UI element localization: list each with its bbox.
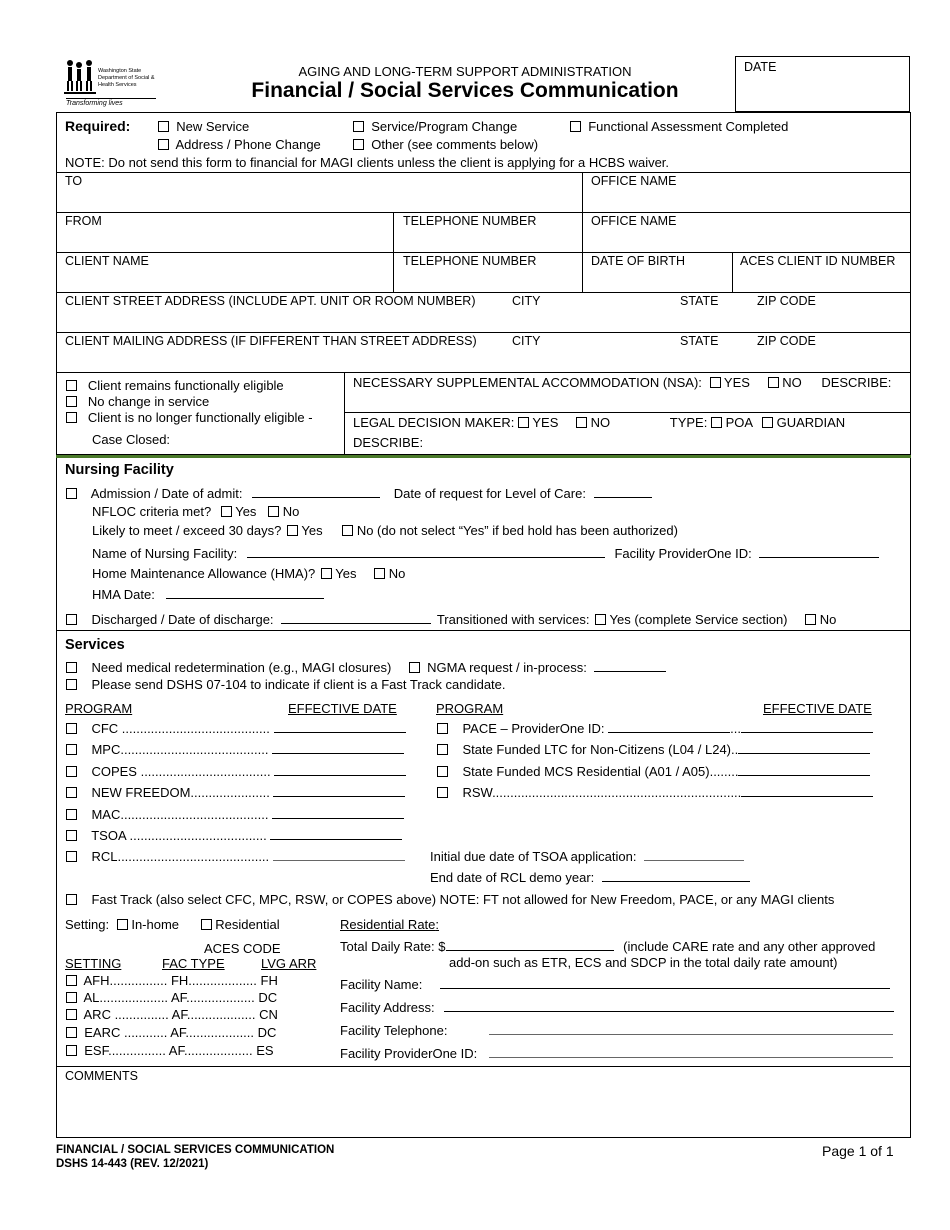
date-field[interactable] bbox=[735, 56, 910, 112]
redetermination-row bbox=[66, 659, 666, 675]
option-label: Client remains functionally eligible bbox=[87, 378, 284, 393]
rcl-end-row bbox=[430, 869, 750, 885]
setting-afh bbox=[66, 973, 278, 988]
admission-checkbox[interactable] bbox=[66, 488, 77, 499]
office-name-field[interactable]: OFFICE NAME bbox=[591, 174, 677, 188]
effective-date-input[interactable] bbox=[270, 827, 402, 840]
facility-telephone-row bbox=[340, 1022, 893, 1038]
option-not-eligible[interactable] bbox=[66, 410, 313, 425]
discharged-checkbox[interactable] bbox=[66, 614, 77, 625]
checkbox[interactable] bbox=[437, 787, 448, 798]
describe-label: DESCRIBE: bbox=[821, 375, 892, 390]
program-label: RSW..................................................................... bbox=[462, 785, 742, 800]
hma-date-row bbox=[92, 586, 324, 602]
checkbox[interactable] bbox=[66, 396, 77, 407]
facility-address-label: Facility Address: bbox=[340, 1000, 435, 1015]
date-label: DATE bbox=[744, 60, 777, 74]
nsa-yes-checkbox[interactable] bbox=[710, 377, 721, 388]
checkbox[interactable] bbox=[66, 380, 77, 391]
likely-yes-checkbox[interactable] bbox=[287, 525, 298, 536]
setting-earc bbox=[66, 1025, 276, 1040]
to-field[interactable]: TO bbox=[65, 174, 83, 188]
checkbox[interactable] bbox=[66, 787, 77, 798]
logo-figures-icon bbox=[64, 58, 96, 96]
checkbox[interactable] bbox=[66, 975, 77, 986]
effective-date-input[interactable] bbox=[741, 784, 873, 797]
program-state-ltc bbox=[437, 741, 870, 757]
nfloc-yes-checkbox[interactable] bbox=[221, 506, 232, 517]
no-label: NO bbox=[782, 375, 802, 390]
poa-checkbox[interactable] bbox=[711, 417, 722, 428]
facility-name-input[interactable] bbox=[247, 545, 605, 558]
yes-label: Yes bbox=[235, 504, 257, 519]
logo-text: Washington State Department of Social & Health Services bbox=[98, 68, 155, 88]
program-header-right: PROGRAM bbox=[436, 701, 504, 716]
lvg-code: FH bbox=[260, 973, 278, 988]
from-telephone-field[interactable]: TELEPHONE NUMBER bbox=[403, 214, 537, 228]
program-label: PACE – ProviderOne ID: bbox=[462, 721, 605, 736]
option-other[interactable] bbox=[353, 137, 538, 152]
checkbox[interactable] bbox=[437, 744, 448, 755]
aces-id-field[interactable]: ACES CLIENT ID NUMBER bbox=[740, 254, 896, 268]
pace-p1-input[interactable] bbox=[608, 720, 730, 733]
checkbox[interactable] bbox=[570, 121, 581, 132]
fast-track-checkbox[interactable] bbox=[66, 894, 77, 905]
setting-al bbox=[66, 990, 277, 1005]
effective-date-header-right: EFFECTIVE DATE bbox=[763, 701, 872, 716]
facility-telephone-label: Facility Telephone: bbox=[340, 1023, 448, 1038]
likely-label: Likely to meet / exceed 30 days? bbox=[92, 523, 282, 538]
send-dshs-row bbox=[66, 677, 506, 692]
type-label: TYPE: bbox=[669, 415, 708, 430]
checkbox[interactable] bbox=[158, 139, 169, 150]
guardian-label: GUARDIAN bbox=[776, 415, 846, 430]
effective-date-input[interactable] bbox=[272, 806, 404, 819]
checkbox[interactable] bbox=[437, 723, 448, 734]
nfloc-row bbox=[92, 504, 299, 519]
likely-no-checkbox[interactable] bbox=[342, 525, 353, 536]
fac-code: AF................... bbox=[168, 1043, 253, 1058]
send-dshs-checkbox[interactable] bbox=[66, 679, 77, 690]
program-rcl bbox=[66, 848, 405, 864]
total-daily-rate-input[interactable] bbox=[446, 938, 614, 951]
program-label: State Funded MCS Residential (A01 / A05)........ bbox=[462, 764, 739, 779]
request-loc-input[interactable] bbox=[594, 485, 652, 498]
checkbox[interactable] bbox=[66, 851, 77, 862]
residential-rate-title: Residential Rate: bbox=[340, 917, 440, 932]
setting-row bbox=[65, 917, 280, 932]
yes-label: YES bbox=[532, 415, 559, 430]
setting-code: ESF................ bbox=[84, 1043, 166, 1058]
redetermination-label: Need medical redetermination (e.g., MAGI closures) bbox=[91, 660, 392, 675]
setting-code: ARC ............... bbox=[83, 1007, 169, 1022]
client-name-field[interactable]: CLIENT NAME bbox=[65, 254, 149, 268]
option-label: No change in service bbox=[87, 394, 210, 409]
program-label: NEW FREEDOM...................... bbox=[91, 785, 270, 800]
footer-form-number: DSHS 14-443 (REV. 12/2021) bbox=[56, 1158, 209, 1170]
ldm-yes-checkbox[interactable] bbox=[518, 417, 529, 428]
program-label: CFC ......................................... bbox=[91, 721, 270, 736]
checkbox[interactable] bbox=[66, 1009, 77, 1020]
effective-date-input[interactable] bbox=[272, 741, 404, 754]
program-pace bbox=[437, 720, 873, 736]
facility-name-label: Name of Nursing Facility: bbox=[92, 546, 238, 561]
page-title: Financial / Social Services Communication bbox=[251, 79, 679, 102]
residential-label: Residential bbox=[215, 917, 280, 932]
discharged-label: Discharged / Date of discharge: bbox=[91, 612, 274, 627]
fast-track-row bbox=[66, 892, 834, 907]
fac-code: FH................... bbox=[170, 973, 257, 988]
mailing-city-field[interactable]: CITY bbox=[512, 334, 541, 348]
discharge-date-input[interactable] bbox=[281, 611, 431, 624]
nsa-row bbox=[353, 375, 891, 390]
case-closed-label: Case Closed: bbox=[92, 432, 171, 447]
nsa-label: NECESSARY SUPPLEMENTAL ACCOMMODATION (NSA): bbox=[353, 375, 702, 390]
in-home-label: In-home bbox=[131, 917, 180, 932]
ldm-describe-label: DESCRIBE: bbox=[353, 435, 424, 450]
from-field[interactable]: FROM bbox=[65, 214, 102, 228]
fac-code: AF................... bbox=[170, 990, 255, 1005]
facility-telephone-input[interactable] bbox=[489, 1022, 893, 1035]
mailing-state-field[interactable]: STATE bbox=[680, 334, 719, 348]
checkbox[interactable] bbox=[66, 744, 77, 755]
transitioned-yes-checkbox[interactable] bbox=[595, 614, 606, 625]
option-label: New Service bbox=[176, 119, 250, 134]
comments-label: COMMENTS bbox=[65, 1069, 138, 1083]
nfloc-label: NFLOC criteria met? bbox=[92, 504, 212, 519]
fac-code: AF................... bbox=[171, 1007, 256, 1022]
section-divider bbox=[56, 454, 911, 458]
hma-date-label: HMA Date: bbox=[92, 587, 155, 602]
yes-label: YES bbox=[723, 375, 750, 390]
checkbox[interactable] bbox=[353, 139, 364, 150]
option-functionally-eligible[interactable] bbox=[66, 378, 284, 393]
col-lvg-arr: LVG ARR bbox=[261, 956, 317, 971]
total-daily-rate-row bbox=[340, 938, 875, 954]
street-address-field[interactable]: CLIENT STREET ADDRESS (INCLUDE APT. UNIT OR ROOM NUMBER) bbox=[65, 294, 476, 308]
facility-name-res-label: Facility Name: bbox=[340, 977, 423, 992]
agency-name: AGING AND LONG-TERM SUPPORT ADMINISTRATION bbox=[298, 64, 632, 79]
hma-date-input[interactable] bbox=[166, 586, 324, 599]
program-label: MPC......................................... bbox=[91, 742, 269, 757]
yes-label: Yes bbox=[301, 523, 323, 538]
fac-code: AF................... bbox=[170, 1025, 255, 1040]
dshs-logo bbox=[62, 58, 158, 108]
program-rsw bbox=[437, 784, 873, 800]
option-no-change[interactable] bbox=[66, 394, 209, 409]
program-label: State Funded LTC for Non-Citizens (L04 / L24).. bbox=[462, 742, 739, 757]
mailing-address-field[interactable]: CLIENT MAILING ADDRESS (IF DIFFERENT THAN STREET ADDRESS) bbox=[65, 334, 477, 348]
option-address-change[interactable] bbox=[158, 137, 321, 152]
effective-date-input[interactable] bbox=[738, 741, 870, 754]
footer-form-name: FINANCIAL / SOCIAL SERVICES COMMUNICATION bbox=[56, 1144, 335, 1156]
program-tsoa bbox=[66, 827, 402, 843]
facility-name-row bbox=[92, 545, 879, 561]
checkbox[interactable] bbox=[66, 723, 77, 734]
checkbox[interactable] bbox=[66, 412, 77, 423]
program-cfc bbox=[66, 720, 406, 736]
nursing-facility-title: Nursing Facility bbox=[65, 462, 174, 478]
effective-date-input[interactable] bbox=[738, 763, 870, 776]
total-daily-rate-label: Total Daily Rate: $ bbox=[340, 939, 446, 954]
effective-date-input[interactable] bbox=[273, 848, 405, 861]
ngma-input[interactable] bbox=[594, 659, 666, 672]
effective-date-input[interactable] bbox=[273, 784, 405, 797]
checkbox[interactable] bbox=[66, 1045, 77, 1056]
pace-dots: ... bbox=[730, 721, 742, 736]
tsoa-due-input[interactable] bbox=[644, 848, 744, 861]
effective-date-input[interactable] bbox=[274, 720, 406, 733]
aces-code-label: ACES CODE bbox=[204, 941, 281, 956]
facility-p1-label: Facility ProviderOne ID: bbox=[614, 546, 752, 561]
discharged-row bbox=[66, 611, 836, 627]
checkbox[interactable] bbox=[66, 1027, 77, 1038]
setting-arc bbox=[66, 1007, 278, 1022]
comments-field[interactable] bbox=[57, 1067, 910, 1137]
setting-code: EARC ............ bbox=[84, 1025, 168, 1040]
tsoa-due-label: Initial due date of TSOA application: bbox=[430, 849, 637, 864]
program-mpc bbox=[66, 741, 404, 757]
magi-note: NOTE: Do not send this form to financial for MAGI clients unless the client is applying for a HCBS waiver. bbox=[65, 155, 670, 170]
guardian-checkbox[interactable] bbox=[762, 417, 773, 428]
ldm-label: LEGAL DECISION MAKER: bbox=[353, 415, 515, 430]
option-label: Other (see comments below) bbox=[371, 137, 539, 152]
program-new-freedom bbox=[66, 784, 405, 800]
program-mac bbox=[66, 806, 404, 822]
option-label: Functional Assessment Completed bbox=[588, 119, 789, 134]
option-service-change[interactable] bbox=[353, 119, 517, 134]
ldm-no-checkbox[interactable] bbox=[576, 417, 587, 428]
residential-rate-label: Residential Rate bbox=[340, 917, 436, 932]
facility-name-res-input[interactable] bbox=[440, 976, 890, 989]
nfloc-no-checkbox[interactable] bbox=[268, 506, 279, 517]
option-functional-assessment[interactable] bbox=[570, 119, 788, 134]
admission-label: Admission / Date of admit: bbox=[90, 486, 243, 501]
col-fac-type: FAC TYPE bbox=[162, 956, 225, 971]
facility-address-row bbox=[340, 999, 894, 1015]
program-header-left: PROGRAM bbox=[65, 701, 133, 716]
nsa-no-checkbox[interactable] bbox=[768, 377, 779, 388]
rate-note-line1: (include CARE rate and any other approved bbox=[623, 939, 876, 954]
option-label: Address / Phone Change bbox=[175, 137, 321, 152]
street-zip-field[interactable]: ZIP CODE bbox=[757, 294, 816, 308]
page-number: Page 1 of 1 bbox=[822, 1143, 894, 1159]
admission-row bbox=[66, 485, 652, 501]
effective-date-header-left: EFFECTIVE DATE bbox=[288, 701, 397, 716]
checkbox[interactable] bbox=[66, 809, 77, 820]
checkbox[interactable] bbox=[158, 121, 169, 132]
program-copes bbox=[66, 763, 406, 779]
dob-field[interactable]: DATE OF BIRTH bbox=[591, 254, 685, 268]
redetermination-checkbox[interactable] bbox=[66, 662, 77, 673]
request-loc-label: Date of request for Level of Care: bbox=[393, 486, 586, 501]
hma-label: Home Maintenance Allowance (HMA)? bbox=[92, 566, 316, 581]
tsoa-due-row bbox=[430, 848, 744, 864]
program-label: MAC......................................... bbox=[91, 807, 269, 822]
required-section bbox=[65, 118, 130, 134]
required-label: Required: bbox=[65, 118, 131, 134]
in-home-checkbox[interactable] bbox=[117, 919, 128, 930]
ngma-checkbox[interactable] bbox=[409, 662, 420, 673]
setting-label: Setting: bbox=[65, 917, 110, 932]
checkbox[interactable] bbox=[66, 830, 77, 841]
transitioned-no-checkbox[interactable] bbox=[805, 614, 816, 625]
effective-date-input[interactable] bbox=[274, 763, 406, 776]
poa-label: POA bbox=[725, 415, 753, 430]
rcl-end-input[interactable] bbox=[602, 869, 750, 882]
lvg-code: CN bbox=[259, 1007, 278, 1022]
street-city-field[interactable]: CITY bbox=[512, 294, 541, 308]
setting-code: AL................... bbox=[83, 990, 169, 1005]
program-label: RCL.......................................... bbox=[91, 849, 270, 864]
lvg-code: DC bbox=[258, 990, 278, 1005]
hma-yes-checkbox[interactable] bbox=[321, 568, 332, 579]
services-title: Services bbox=[65, 637, 125, 653]
mailing-zip-field[interactable]: ZIP CODE bbox=[757, 334, 816, 348]
option-label: Client is no longer functionally eligible - bbox=[87, 410, 313, 425]
checkbox[interactable] bbox=[353, 121, 364, 132]
fast-track-label: Fast Track (also select CFC, MPC, RSW, or COPES above) NOTE: FT not allowed for New Freedom, PACE, or any MAGI clients bbox=[91, 892, 835, 907]
program-state-mcs bbox=[437, 763, 870, 779]
facility-p1-res-label: Facility ProviderOne ID: bbox=[340, 1046, 478, 1061]
yes-complete-label: Yes (complete Service section) bbox=[609, 612, 788, 627]
from-office-name-field[interactable]: OFFICE NAME bbox=[591, 214, 677, 228]
no-label: No bbox=[282, 504, 300, 519]
street-state-field[interactable]: STATE bbox=[680, 294, 719, 308]
no-label: No bbox=[388, 566, 406, 581]
program-label: COPES .................................... bbox=[91, 764, 271, 779]
likely-row bbox=[92, 523, 678, 538]
facility-name-res-row bbox=[340, 976, 890, 992]
col-setting: SETTING bbox=[65, 956, 122, 971]
facility-p1-res-row bbox=[340, 1045, 893, 1061]
no-label: NO bbox=[590, 415, 611, 430]
option-new-service[interactable] bbox=[158, 119, 249, 134]
lvg-code: ES bbox=[256, 1043, 274, 1058]
facility-p1-res-input[interactable] bbox=[489, 1045, 893, 1058]
checkbox[interactable] bbox=[66, 992, 77, 1003]
rcl-end-label: End date of RCL demo year: bbox=[430, 870, 595, 885]
logo-tagline: Transforming lives bbox=[66, 98, 156, 107]
no-label: No bbox=[819, 612, 837, 627]
ldm-row bbox=[353, 415, 845, 430]
transitioned-label: Transitioned with services: bbox=[436, 612, 590, 627]
no-bed-hold-label: No (do not select “Yes” if bed hold has been authorized) bbox=[356, 523, 678, 538]
hma-row bbox=[92, 566, 405, 581]
lvg-code: DC bbox=[257, 1025, 277, 1040]
hma-no-checkbox[interactable] bbox=[374, 568, 385, 579]
client-telephone-field[interactable]: TELEPHONE NUMBER bbox=[403, 254, 537, 268]
admission-date-input[interactable] bbox=[252, 485, 380, 498]
ngma-label: NGMA request / in-process: bbox=[427, 660, 587, 675]
yes-label: Yes bbox=[335, 566, 357, 581]
facility-address-input[interactable] bbox=[444, 999, 894, 1012]
checkbox[interactable] bbox=[66, 766, 77, 777]
residential-checkbox[interactable] bbox=[201, 919, 212, 930]
facility-p1-input[interactable] bbox=[759, 545, 879, 558]
rate-note-line2: add-on such as ETR, ECS and SDCP in the total daily rate amount) bbox=[449, 955, 838, 970]
checkbox[interactable] bbox=[437, 766, 448, 777]
option-label: Service/Program Change bbox=[371, 119, 518, 134]
setting-code: AFH................ bbox=[83, 973, 168, 988]
send-dshs-label: Please send DSHS 07-104 to indicate if client is a Fast Track candidate. bbox=[91, 677, 506, 692]
program-label: TSOA ...................................... bbox=[91, 828, 267, 843]
setting-esf bbox=[66, 1043, 274, 1058]
effective-date-input[interactable] bbox=[741, 720, 873, 733]
